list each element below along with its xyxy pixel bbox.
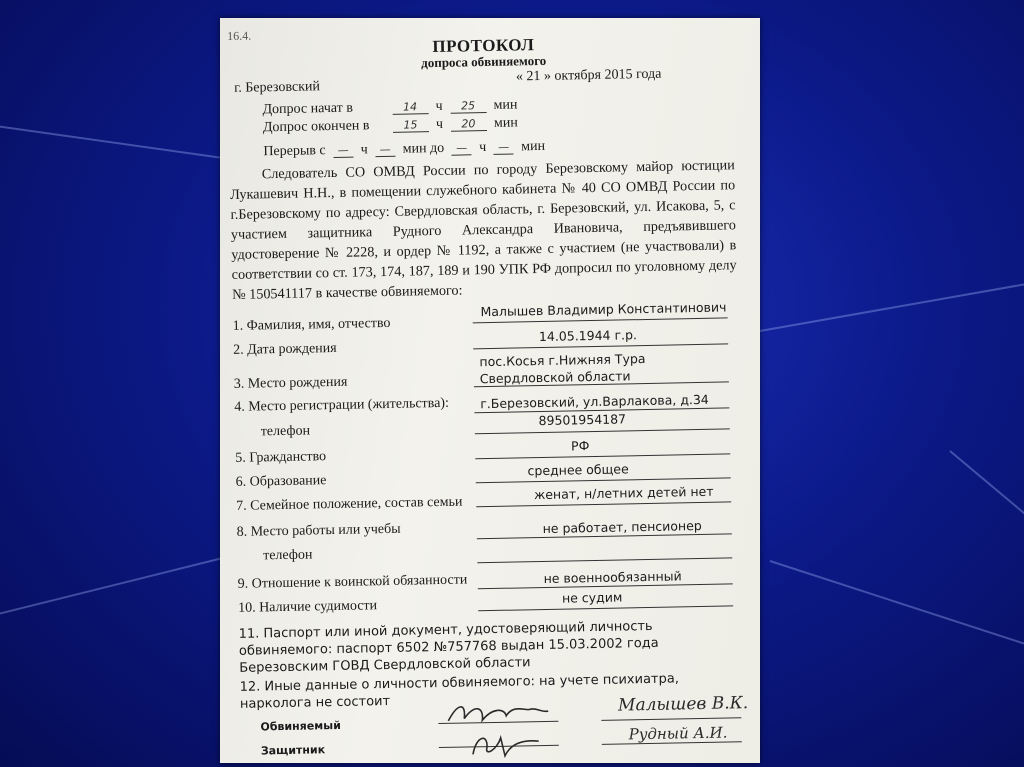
hour-unit: ч	[435, 116, 444, 132]
signature-label-accused: Обвиняемый	[260, 718, 342, 734]
signature-label-defender: Защитник	[260, 743, 326, 758]
field-label-criminal-record: 10. Наличие судимости	[237, 598, 378, 616]
minute-unit: мин	[521, 138, 546, 155]
field-value-criminal-record: не судим	[561, 589, 623, 606]
field-value-registration: г.Березовский, ул.Варлакова, д.34	[480, 391, 709, 412]
defender-signature-icon	[467, 729, 548, 761]
break-mid: мин до	[402, 140, 445, 157]
field-value-birth-place: пос.Косья г.Нижняя Тура	[479, 351, 646, 370]
item-12-other-data: 12. Иные данные о личности обвиняемого: на учете психиатра, нарколога не состоит	[239, 671, 680, 712]
field-label-phone: телефон	[260, 423, 311, 440]
field-value-family: женат, н/летних детей нет	[533, 483, 714, 503]
field-value-phone: 89501954187	[538, 411, 627, 429]
field-label-registration: 4. Место регистрации (жительства):	[234, 395, 450, 415]
protocol-sheet	[220, 18, 760, 763]
field-label-citizenship: 5. Гражданство	[235, 449, 327, 466]
field-label-full-name: 1. Фамилия, имя, отчество	[232, 315, 391, 334]
hour-unit: ч	[478, 140, 487, 156]
intro-paragraph: Следователь СО ОМВД России по городу Березовскому майор юстиции Лукашевич Н.Н., в помещении служебного кабинета № 40 СО ОМВД России по г.Березовскому по адресу: Свердловская область, г. Березовский, ул. Исакова, 5, с участием защитника Рудного Александра Ивановича, предъявившего удостоверение № 2228, и ордер № 1192, а также с участием (не участвовали) в соответствии со ст. 173, 174, 187, 189 и 190 УПК РФ допросил по уголовному делу № 150541117 в качестве обвиняемого:	[230, 157, 737, 303]
field-value-birth-region: Свердловской области	[479, 368, 631, 387]
start-hour: 14	[392, 101, 428, 115]
break-to-hour: —	[452, 142, 472, 155]
field-value-education: среднее общее	[527, 461, 629, 479]
field-line	[478, 605, 733, 611]
field-value-military: не военнообязанный	[543, 568, 682, 587]
field-value-citizenship: РФ	[570, 438, 590, 454]
field-label-birth-date: 2. Дата рождения	[233, 340, 337, 358]
hour-unit: ч	[435, 98, 443, 114]
hour-unit: ч	[360, 142, 368, 158]
field-value-birth-date: 14.05.1944 г.р.	[538, 327, 638, 345]
field-line	[476, 477, 731, 483]
accused-handwritten-name: Малышев В.К.	[617, 693, 749, 716]
break-label: Перерыв с	[263, 143, 326, 160]
end-hour: 15	[392, 119, 428, 133]
start-label: Допрос начат в	[262, 100, 354, 118]
break-from-hour: —	[333, 145, 353, 158]
field-line	[473, 343, 728, 349]
accused-signature-icon	[444, 697, 555, 729]
field-label-education: 6. Образование	[235, 473, 327, 490]
field-label-work-phone: телефон	[262, 547, 313, 564]
end-minute: 20	[450, 118, 486, 132]
item-11-passport: 11. Паспорт или иной документ, удостоверяющий личность обвиняемого: паспорт 6502 №757768 выдан 15.03.2002 года Березовским ГОВД Свердловской области	[238, 618, 659, 676]
page-number: 16.4.	[227, 28, 252, 43]
document-title: ПРОТОКОЛ	[432, 35, 535, 57]
interrogation-end-row	[263, 115, 518, 136]
field-label-workplace: 8. Место работы или учебы	[236, 521, 401, 540]
field-value-full-name: Малышев Владимир Константинович	[480, 299, 727, 320]
break-row	[263, 139, 545, 160]
defender-handwritten-name: Рудный А.И.	[628, 723, 728, 744]
city: г. Березовский	[234, 79, 321, 96]
field-line	[475, 428, 730, 434]
start-minute: 25	[450, 100, 486, 114]
document-photo	[220, 18, 760, 763]
minute-unit: мин	[493, 97, 518, 113]
protocol-date: « 21 » октября 2015 года	[515, 66, 662, 85]
field-line	[477, 557, 732, 563]
field-line	[475, 453, 730, 459]
signature-line	[601, 717, 741, 721]
break-to-minute: —	[494, 142, 514, 155]
minute-unit: мин	[493, 115, 518, 131]
end-label: Допрос окончен в	[262, 118, 370, 136]
document-subtitle: допроса обвиняемого	[421, 52, 547, 71]
field-label-birth-place: 3. Место рождения	[233, 374, 348, 392]
field-line	[476, 501, 731, 507]
field-label-military: 9. Отношение к воинской обязанности	[237, 572, 468, 592]
field-label-family: 7. Семейное положение, состав семьи	[236, 494, 463, 514]
break-from-minute: —	[375, 144, 395, 157]
field-value-workplace: не работает, пенсионер	[542, 517, 702, 537]
